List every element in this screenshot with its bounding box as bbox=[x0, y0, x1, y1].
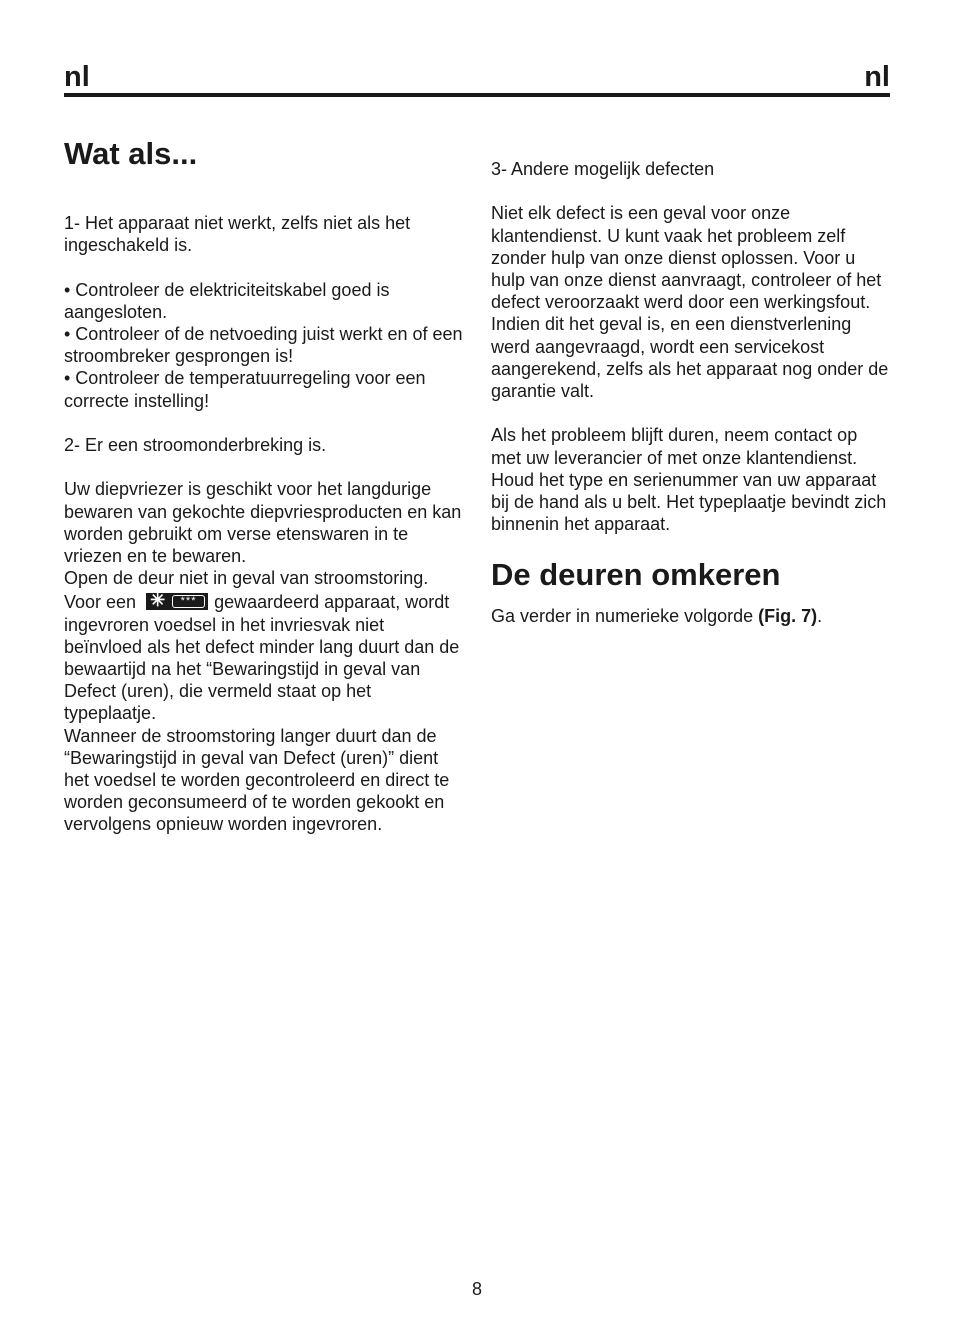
instruction-end: . bbox=[817, 606, 823, 627]
right-column bbox=[491, 158, 891, 628]
freezer-star-rating-icon bbox=[146, 590, 208, 611]
bullet-item: • Controleer de elektriciteitskabel goed is aangesloten. bbox=[64, 279, 390, 322]
rating-text-post: gewaardeerd apparaat, wordt ingevroren voedsel in het invriesvak niet beïnvloed als het defect minder lang duurt dan de bewaartijd na het “Bewaringstijd in geval van Defect (uren), die vermeld staat op het typeplaatje. bbox=[64, 592, 460, 724]
paragraph-with-rating bbox=[64, 591, 464, 724]
problem-3-heading: 3- Andere mogelijk defecten bbox=[491, 159, 715, 179]
paragraph: Houd het type en serienummer van uw apparaat bij de hand als u belt. Het typeplaatje bevindt zich binnenin het apparaat. bbox=[491, 469, 887, 535]
header-lang-right: nl bbox=[864, 61, 890, 93]
paragraph: Wanneer de stroomstoring langer duurt dan de “Bewaringstijd in geval van Defect (uren)” dient het voedsel te worden gecontroleerd en direct te worden geconsumeerd of te worden gekookt en vervolgens opnieuw worden ingevroren. bbox=[64, 725, 450, 835]
paragraph: Niet elk defect is een geval voor onze klantendienst. U kunt vaak het probleem zelf zonder hulp van onze dienst oplossen. Voor u hulp van onze dienst aanvraagt, controleer of het defect veroorzaakt werd door een werkingsfout. Indien dit het geval is, en een dienstverlening werd aangevraagd, wordt een servicekost aangerekend, zelfs als het apparaat nog onder de garantie valt. bbox=[491, 203, 889, 402]
star-rating-icon: *** bbox=[172, 595, 205, 608]
section-title-deuren-omkeren: De deuren omkeren bbox=[491, 557, 781, 593]
bullet-item: • Controleer of de netvoeding juist werkt en of een stroombreker gesprongen is! bbox=[64, 324, 463, 367]
rating-text-pre: Voor een bbox=[64, 592, 137, 613]
snowflake-icon: ✳ bbox=[150, 590, 166, 611]
instruction-text: Ga verder in numerieke volgorde bbox=[491, 606, 759, 627]
header-divider bbox=[64, 93, 890, 97]
problem-1-heading: 1- Het apparaat niet werkt, zelfs niet als het ingeschakeld is. bbox=[64, 213, 411, 256]
header-lang-left: nl bbox=[64, 61, 90, 93]
problem-2-heading: 2- Er een stroomonderbreking is. bbox=[64, 435, 327, 455]
page-number: 8 bbox=[471, 1279, 482, 1299]
bullet-item: • Controleer de temperatuurregeling voor een correcte instelling! bbox=[64, 368, 426, 411]
paragraph: Als het probleem blijft duren, neem contact op met uw leverancier of met onze klantendienst. bbox=[491, 425, 858, 468]
left-column bbox=[64, 136, 464, 836]
figure-reference: (Fig. 7) bbox=[758, 606, 818, 627]
section-title-wat-als: Wat als... bbox=[64, 136, 198, 171]
paragraph: Open de deur niet in geval van stroomstoring. bbox=[64, 568, 429, 589]
paragraph-fig-ref bbox=[491, 605, 891, 627]
paragraph: Uw diepvriezer is geschikt voor het langdurige bewaren van gekochte diepvriesproducten en kan worden gebruikt om verse etenswaren in te vriezen en te bewaren. bbox=[64, 479, 462, 566]
